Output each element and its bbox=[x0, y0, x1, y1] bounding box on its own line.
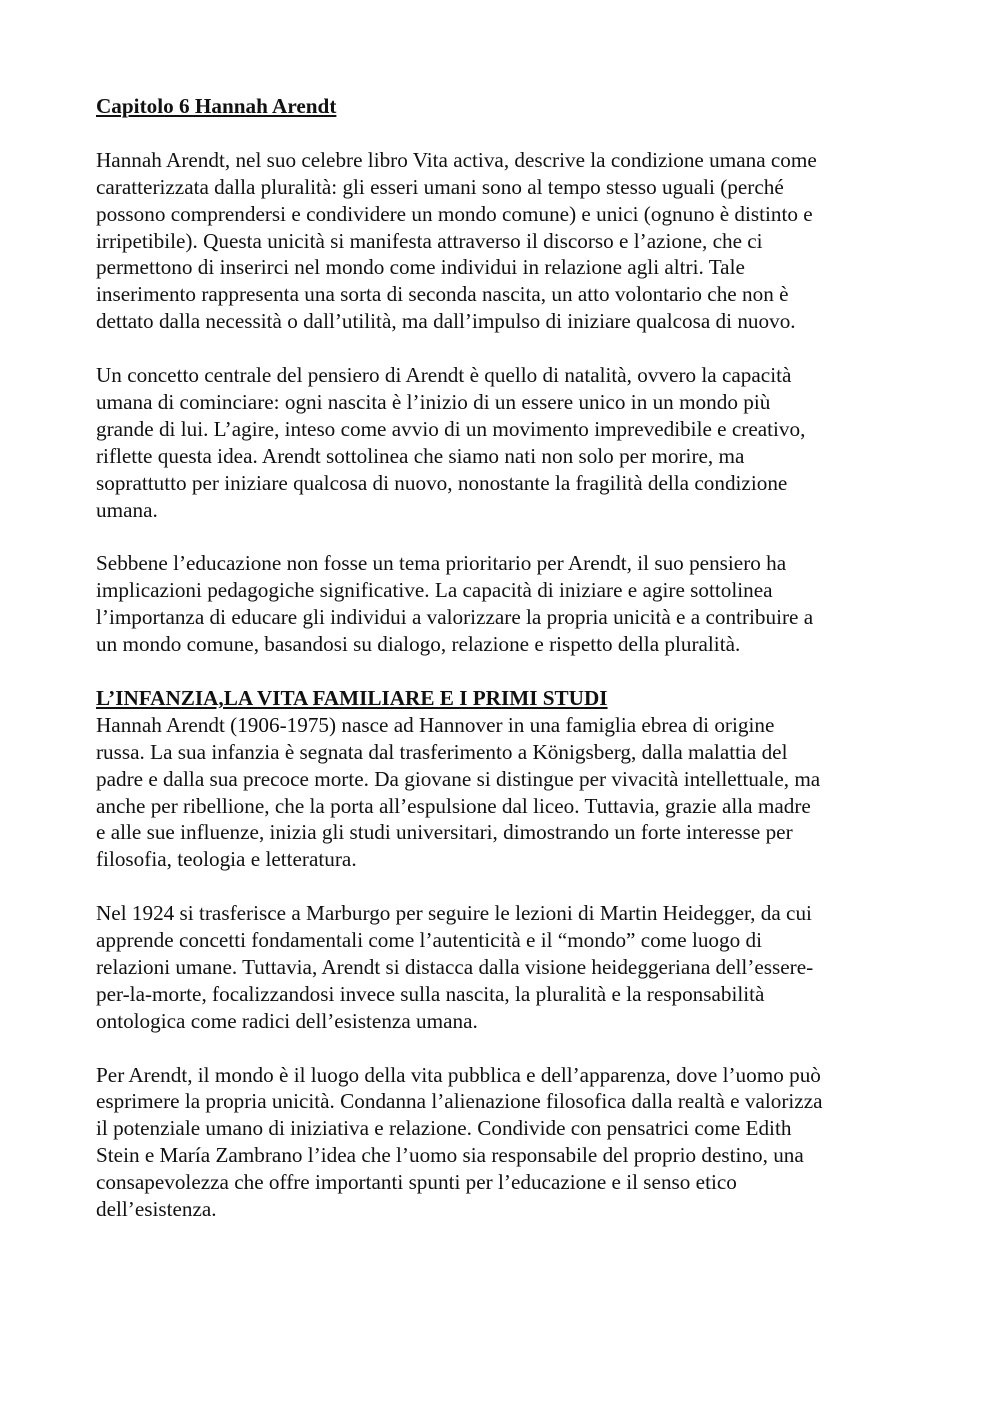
section-heading: L’INFANZIA,LA VITA FAMILIARE E I PRIMI STUDI bbox=[96, 685, 608, 710]
text-line: riflette questa idea. Arendt sottolinea che siamo nati non solo per morire, ma bbox=[96, 443, 745, 468]
text-line: un mondo comune, basandosi su dialogo, relazione e rispetto della pluralità. bbox=[96, 632, 741, 657]
paragraph bbox=[96, 147, 916, 335]
spacer bbox=[96, 873, 916, 900]
paragraph bbox=[96, 712, 916, 873]
paragraph bbox=[96, 900, 916, 1035]
text-line: e alle sue influenze, inizia gli studi universitari, dimostrando un forte interesse per bbox=[96, 820, 793, 845]
text-line: filosofia, teologia e letteratura. bbox=[96, 847, 357, 872]
text-line: Stein e María Zambrano l’idea che l’uomo sia responsabile del proprio destino, una bbox=[96, 1143, 804, 1168]
text-line: il potenziale umano di iniziativa e relazione. Condivide con pensatrici come Edith bbox=[96, 1116, 792, 1141]
text-line: soprattutto per iniziare qualcosa di nuovo, nonostante la fragilità della condizione bbox=[96, 470, 788, 495]
text-line: apprende concetti fondamentali come l’autenticità e il “mondo” come luogo di bbox=[96, 928, 762, 953]
text-line: Per Arendt, il mondo è il luogo della vita pubblica e dell’apparenza, dove l’uomo può bbox=[96, 1062, 821, 1087]
section-body bbox=[96, 712, 916, 1223]
text-line: caratterizzata dalla pluralità: gli esseri umani sono al tempo stesso uguali (perché bbox=[96, 174, 784, 199]
text-line: umana. bbox=[96, 497, 158, 522]
chapter-title: Capitolo 6 Hannah Arendt bbox=[96, 94, 337, 118]
text-line: Un concetto centrale del pensiero di Arendt è quello di natalità, ovvero la capacità bbox=[96, 363, 792, 388]
text-line: Nel 1924 si trasferisce a Marburgo per seguire le lezioni di Martin Heidegger, da cui bbox=[96, 901, 812, 926]
text-line: relazioni umane. Tuttavia, Arendt si distacca dalla visione heideggeriana dell’essere- bbox=[96, 954, 814, 979]
text-line: dell’esistenza. bbox=[96, 1197, 217, 1222]
paragraph bbox=[96, 362, 916, 523]
text-line: esprimere la propria unicità. Condanna l’alienazione filosofica dalla realtà e valorizza bbox=[96, 1089, 823, 1114]
paragraph bbox=[96, 1062, 916, 1223]
text-line: russa. La sua infanzia è segnata dal trasferimento a Königsberg, dalla malattia del bbox=[96, 739, 788, 764]
text-line: grande di lui. L’agire, inteso come avvio di un movimento imprevedibile e creativo, bbox=[96, 416, 806, 441]
text-line: dettato dalla necessità o dall’utilità, ma dall’impulso di iniziare qualcosa di nuovo. bbox=[96, 309, 796, 334]
intro-section bbox=[96, 147, 916, 658]
text-line: consapevolezza che offre importanti spunti per l’educazione e il senso etico bbox=[96, 1170, 737, 1195]
text-line: per-la-morte, focalizzandosi invece sulla nascita, la pluralità e la responsabilità bbox=[96, 981, 765, 1006]
text-line: l’importanza di educare gli individui a valorizzare la propria unicità e a contribuire a bbox=[96, 605, 814, 630]
text-line: permettono di inserirci nel mondo come individui in relazione agli altri. Tale bbox=[96, 255, 745, 280]
text-line: possono comprendersi e condividere un mondo comune) e unici (ognuno è distinto e bbox=[96, 201, 813, 226]
text-line: implicazioni pedagogiche significative. La capacità di iniziare e agire sottolinea bbox=[96, 578, 773, 603]
text-line: anche per ribellione, che la porta all’espulsione dal liceo. Tuttavia, grazie alla madre bbox=[96, 793, 811, 818]
text-line: Hannah Arendt, nel suo celebre libro Vita activa, descrive la condizione umana come bbox=[96, 147, 817, 172]
spacer bbox=[96, 1035, 916, 1062]
spacer bbox=[96, 523, 916, 550]
text-line: inserimento rappresenta una sorta di seconda nascita, un atto volontario che non è bbox=[96, 282, 789, 307]
paragraph bbox=[96, 550, 916, 658]
text-line: padre e dalla sua precoce morte. Da giovane si distingue per vivacità intellettuale, ma bbox=[96, 766, 821, 791]
spacer bbox=[96, 120, 916, 147]
spacer bbox=[96, 335, 916, 362]
text-line: ontologica come radici dell’esistenza umana. bbox=[96, 1008, 478, 1033]
text-line: Hannah Arendt (1906-1975) nasce ad Hannover in una famiglia ebrea di origine bbox=[96, 712, 775, 737]
text-line: irripetibile). Questa unicità si manifesta attraverso il discorso e l’azione, che ci bbox=[96, 228, 763, 253]
text-line: Sebbene l’educazione non fosse un tema prioritario per Arendt, il suo pensiero ha bbox=[96, 551, 787, 576]
spacer bbox=[96, 658, 916, 685]
document-page bbox=[96, 93, 916, 1223]
text-line: umana di cominciare: ogni nascita è l’inizio di un essere unico in un mondo più bbox=[96, 389, 771, 414]
